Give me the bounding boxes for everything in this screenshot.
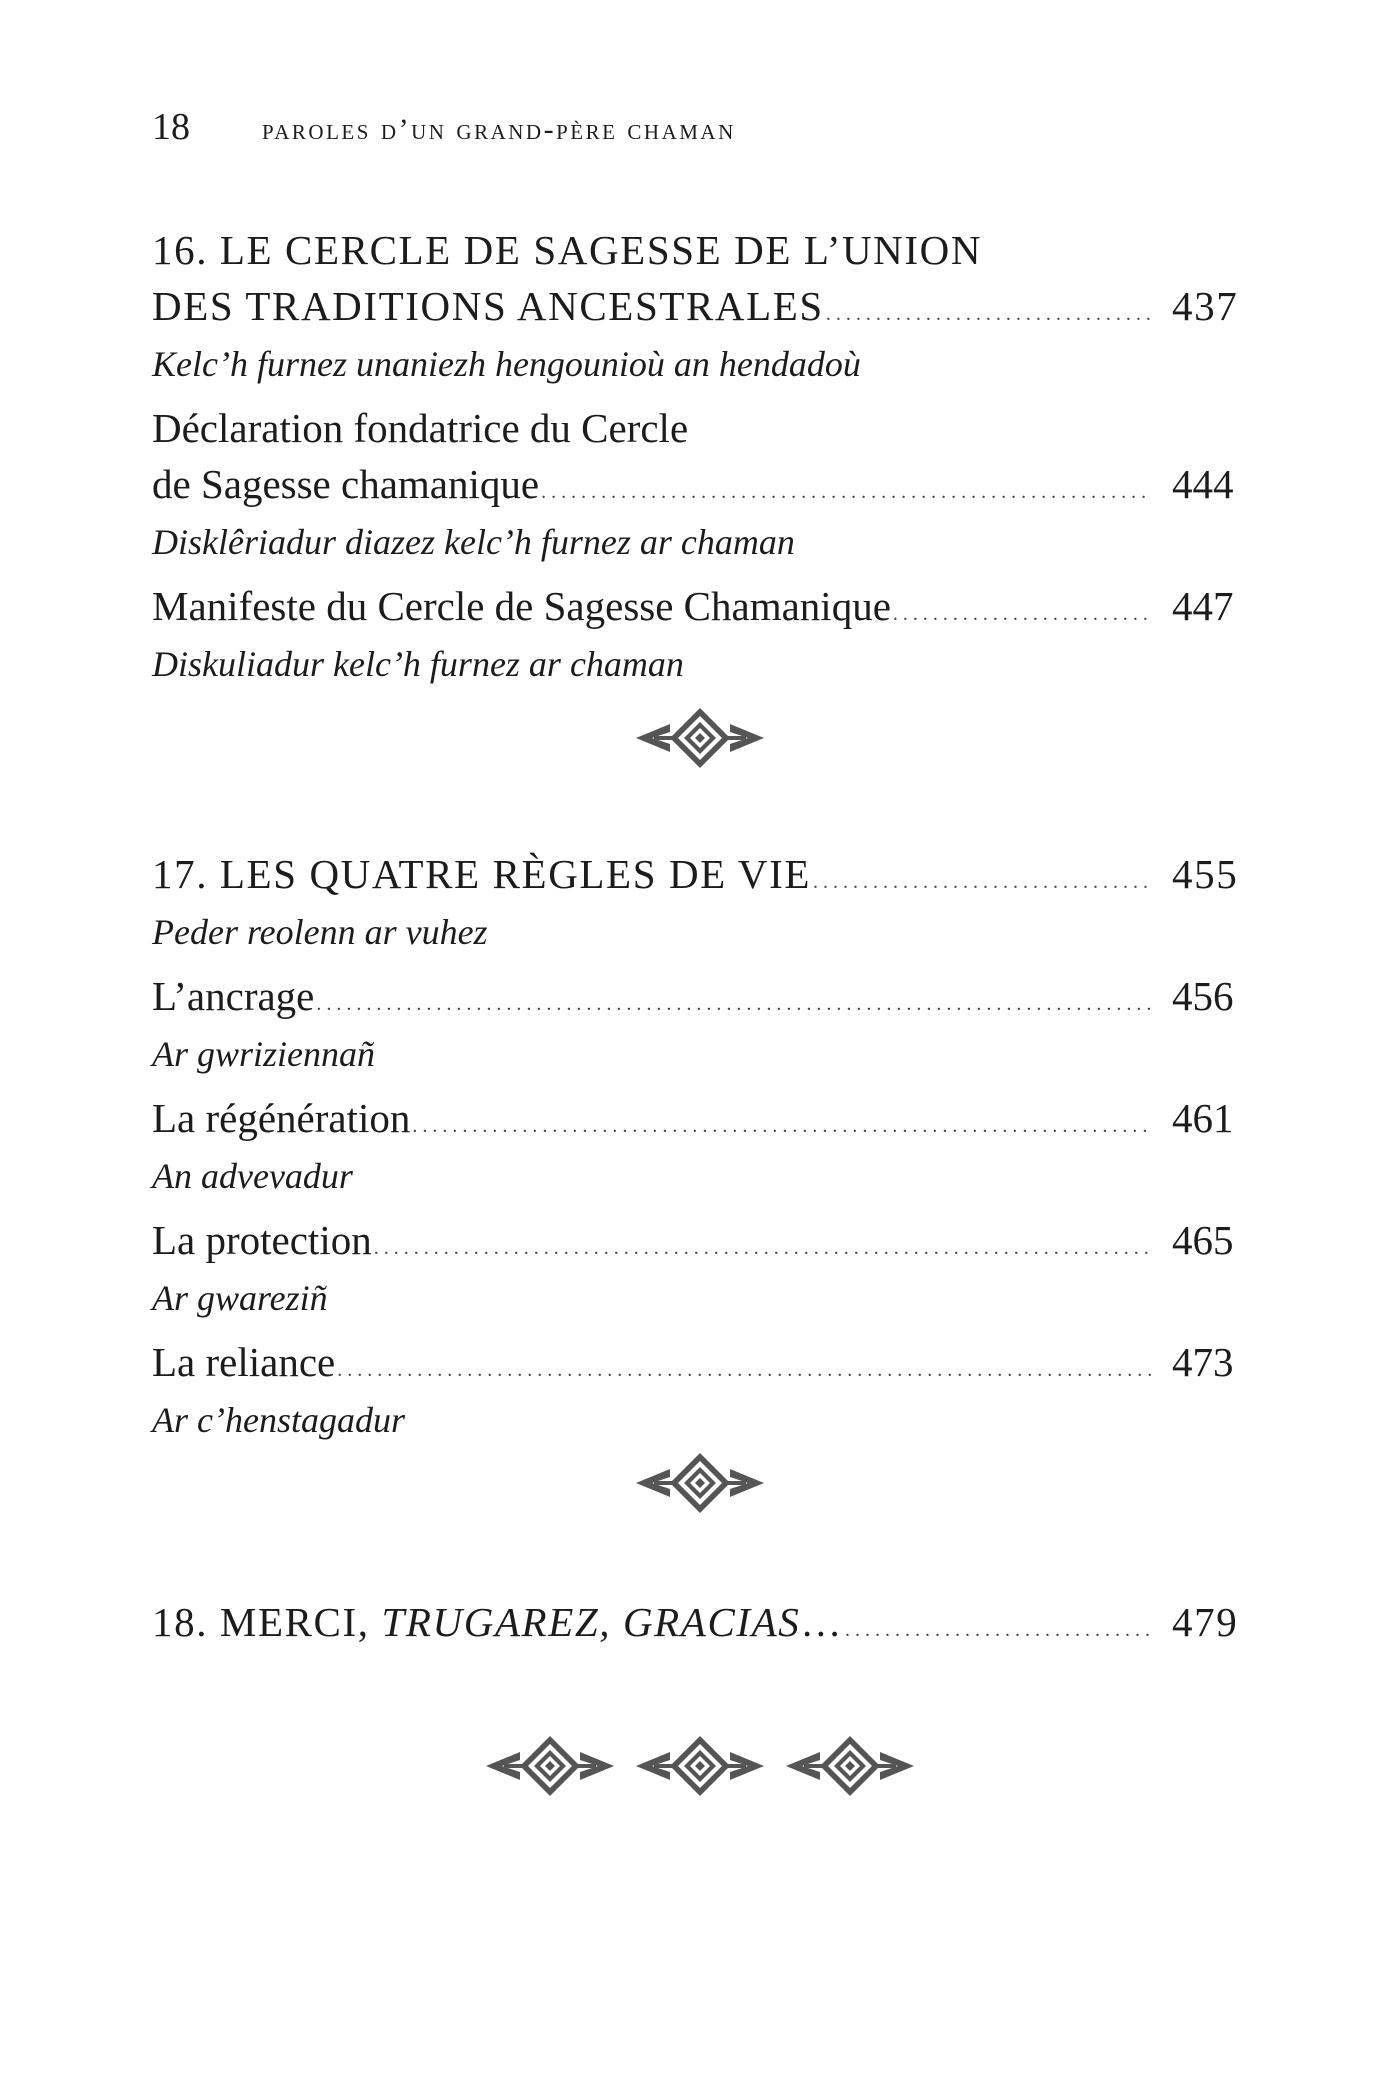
toc-entry-title-italic: TRUGAREZ, GRACIAS (381, 1599, 801, 1645)
toc-entry-breton: Disklêriadur diazez kelc’h furnez ar chaman (152, 522, 795, 562)
toc-entry-page: 479 (1172, 1599, 1239, 1645)
dot-leader (412, 1097, 1152, 1154)
ornament-divider-triple (0, 1730, 1400, 1802)
toc-entry-title: L’ancrage (152, 973, 315, 1019)
dot-leader (374, 1219, 1152, 1276)
toc-entry-page: 447 (1172, 583, 1234, 629)
toc-entry-title: La régénération (152, 1095, 411, 1141)
toc-entry-18[interactable] (152, 1594, 1239, 1658)
toc-entry-title-line1: 16. LE CERCLE DE SAGESSE DE L’UNION (152, 227, 983, 273)
toc-entry-title: La reliance (152, 1339, 336, 1385)
running-head (152, 108, 736, 146)
toc-entry-breton: Peder reolenn ar vuhez (152, 912, 488, 952)
table-of-contents-part3 (152, 1594, 1239, 1658)
toc-entry-breton: Ar c’henstagadur (152, 1400, 405, 1440)
toc-entry-protection[interactable] (152, 1212, 1234, 1320)
toc-entry-breton: Ar gwriziennañ (152, 1034, 376, 1074)
toc-entry-regeneration[interactable] (152, 1090, 1234, 1198)
toc-entry-title: DES TRADITIONS ANCESTRALES (152, 283, 824, 329)
toc-entry-title-tail: … (800, 1599, 844, 1645)
toc-entry-manifeste[interactable] (152, 578, 1234, 686)
toc-entry-declaration[interactable] (152, 400, 1234, 564)
toc-entry-page: 444 (1172, 461, 1234, 507)
dot-leader (826, 285, 1152, 342)
toc-entry-17[interactable] (152, 846, 1239, 954)
toc-entry-ancrage[interactable] (152, 968, 1234, 1076)
toc-entry-page: 461 (1172, 1095, 1234, 1141)
toc-entry-breton: Ar gwareziñ (152, 1278, 328, 1318)
diamond-arrow-ornament-icon (0, 1447, 1400, 1519)
toc-entry-title: 17. LES QUATRE RÈGLES DE VIE (152, 851, 812, 897)
toc-entry-title-plain: 18. MERCI, (152, 1599, 382, 1645)
diamond-arrow-ornament-icon (630, 1730, 770, 1802)
diamond-arrow-ornament-icon (780, 1730, 920, 1802)
toc-entry-title: La protection (152, 1217, 372, 1263)
toc-entry-title (152, 1594, 843, 1650)
toc-entry-reliance[interactable] (152, 1334, 1234, 1442)
toc-entry-title: Manifeste du Cercle de Sagesse Chamanique (152, 583, 891, 629)
toc-entry-page: 437 (1172, 283, 1239, 329)
toc-entry-16[interactable] (152, 222, 1239, 386)
page-number: 18 (152, 106, 190, 148)
dot-leader (813, 853, 1152, 910)
table-of-contents-part2 (152, 846, 1239, 1442)
toc-entry-title: de Sagesse chamanique (152, 461, 540, 507)
dot-leader (337, 1341, 1152, 1398)
toc-entry-title-line1: Déclaration fondatrice du Cercle (152, 405, 689, 451)
toc-entry-page: 473 (1172, 1339, 1234, 1385)
diamond-arrow-ornament-icon (480, 1730, 620, 1802)
ornament-divider (0, 1447, 1400, 1519)
diamond-arrow-ornament-icon (0, 702, 1400, 774)
dot-leader (541, 463, 1152, 520)
toc-entry-breton: Kelc’h furnez unaniezh hengounioù an hendadoù (152, 344, 861, 384)
toc-entry-page: 455 (1172, 851, 1239, 897)
dot-leader (893, 585, 1152, 642)
dot-leader (845, 1601, 1152, 1658)
table-of-contents (152, 222, 1239, 686)
toc-entry-breton: Diskuliadur kelc’h furnez ar chaman (152, 644, 684, 684)
toc-entry-page: 465 (1172, 1217, 1234, 1263)
toc-entry-breton: An advevadur (152, 1156, 353, 1196)
dot-leader (316, 975, 1152, 1032)
toc-entry-page: 456 (1172, 973, 1234, 1019)
running-title: paroles d’un grand-père chaman (262, 113, 736, 146)
ornament-divider (0, 702, 1400, 774)
